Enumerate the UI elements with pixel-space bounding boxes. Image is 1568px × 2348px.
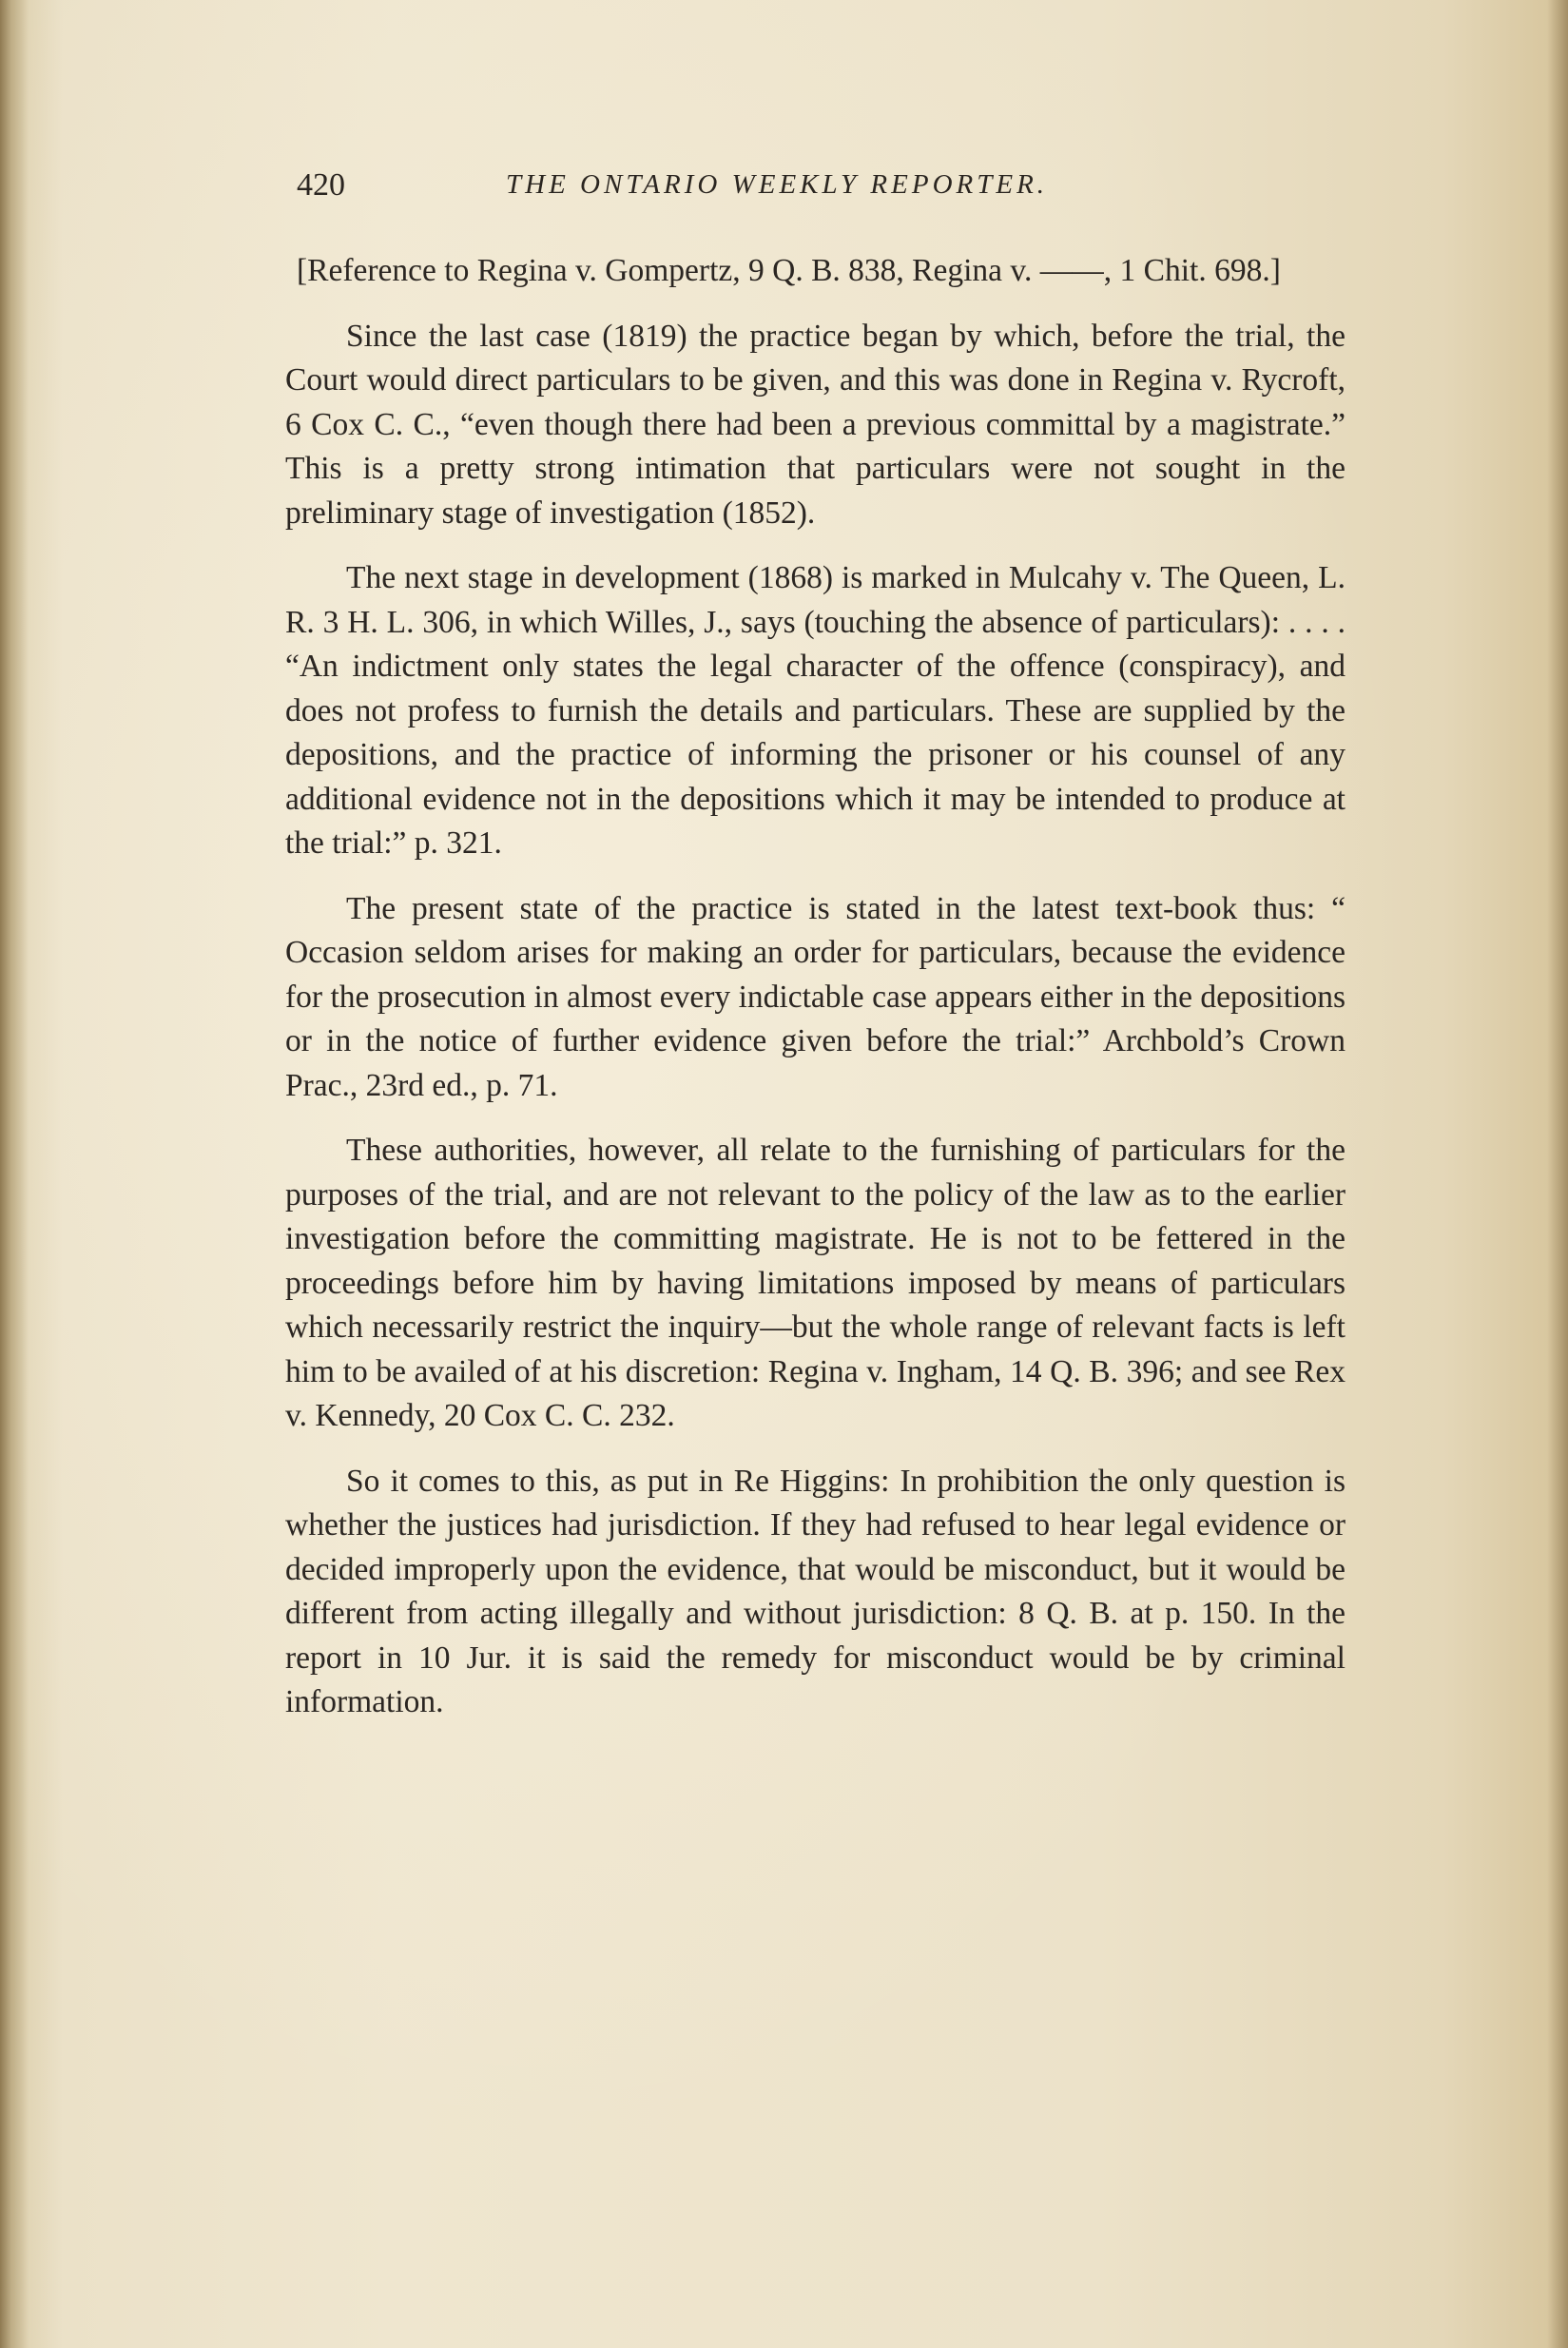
- paragraph: So it comes to this, as put in Re Higgins: In prohibition the only question is whether the justices had jurisdiction. If they had refused to hear legal evidence or decided improperly upon the evidence, that would be misconduct, but it would be different from acting illegally and without jurisdiction: 8 Q. B. at p. 150. In the report in 10 Jur. it is said the remedy for misconduct would be by criminal information.: [285, 1463, 1345, 1719]
- paragraph: These authorities, however, all relate to the furnishing of particulars for the purposes of the trial, and are not relevant to the policy of the law as to the earlier investigation before the committing magistrate. He is not to be fettered in the proceedings before him by having limitations imposed by means of particulars which necessarily restrict the inquiry—but the whole range of relevant facts is left him to be availed of at his discretion: Regina v. Ingham, 14 Q. B. 396; and see Rex v. Kennedy, 20 Cox C. C. 232.: [285, 1133, 1345, 1433]
- page-number: 420: [297, 167, 345, 203]
- page-header: [297, 167, 1343, 215]
- running-head: THE ONTARIO WEEKLY REPORTER.: [506, 169, 1049, 200]
- spine-shadow: [0, 0, 29, 2348]
- paragraph: Since the last case (1819) the practice began by which, before the trial, the Court would direct particulars to be given, and this was done in Regina v. Rycroft, 6 Cox C. C., “even though there had been a previous committal by a magistrate.” This is a pretty strong intimation that particulars were not sought in the preliminary stage of investigation (1852).: [285, 318, 1345, 531]
- paragraph-reference: [Reference to Regina v. Gompertz, 9 Q. B. 838, Regina v. ——, 1 Chit. 698.]: [297, 253, 1281, 288]
- body-text: [285, 249, 1345, 1725]
- paragraph: The next stage in development (1868) is marked in Mulcahy v. The Queen, L. R. 3 H. L. 306, in which Willes, J., says (touching the absence of particulars): . . . . “An indictment only states the legal character of the offence (conspiracy), and does not profess to furnish the details and particulars. These are supplied by the depositions, and the practice of informing the prisoner or his counsel of any additional evidence not in the depositions which it may be intended to produce at the trial:” p. 321.: [285, 560, 1345, 861]
- page-edge-shadow: [1547, 0, 1568, 2348]
- paragraph: The present state of the practice is stated in the latest text-book thus: “ Occasion seldom arises for making an order for particulars, because the evidence for the prosecution in almost every indictable case appears either in the depositions or in the notice of further evidence given before the trial:” Archbold’s Crown Prac., 23rd ed., p. 71.: [285, 890, 1345, 1103]
